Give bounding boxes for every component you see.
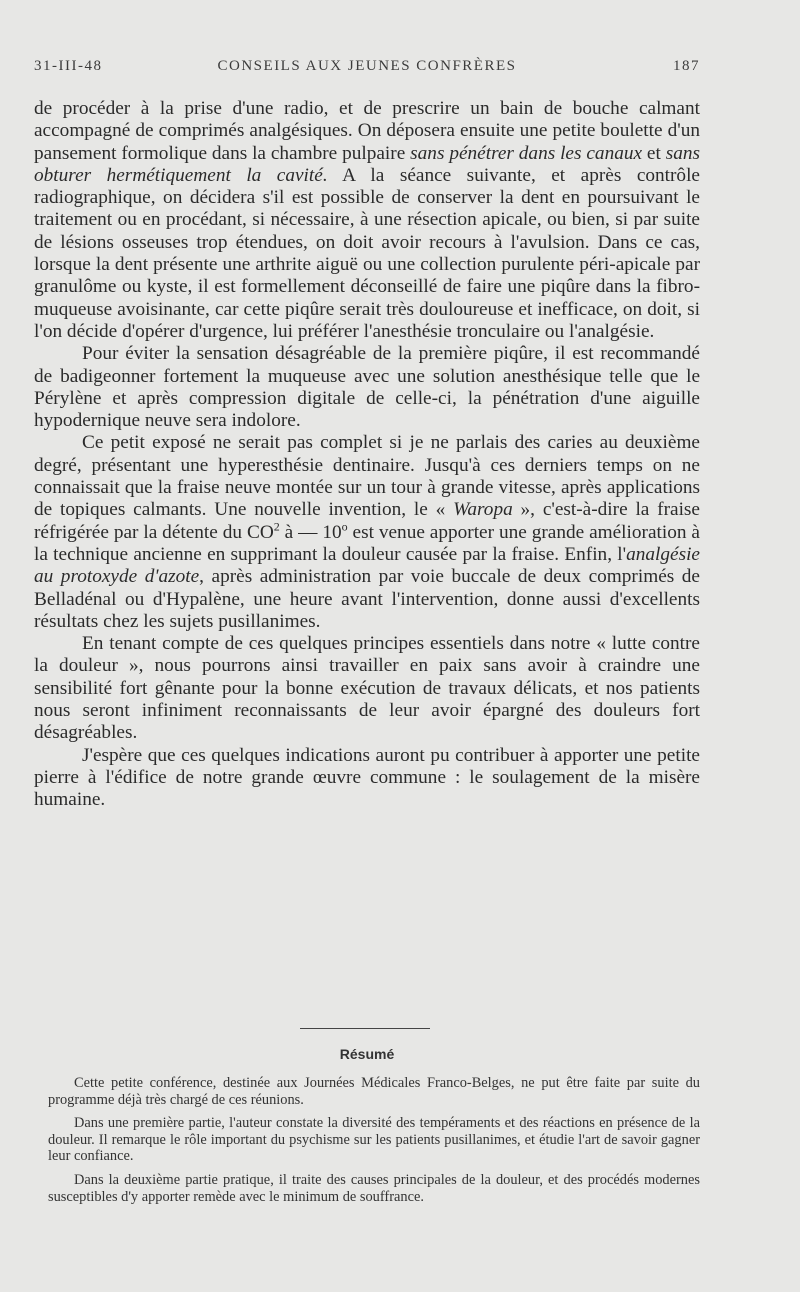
resume-paragraph-1: Cette petite conférence, destinée aux Journées Médicales Franco-Belges, ne put être faite par suite du programme déjà très chargé de ces réunions. [48,1075,700,1108]
p1-text-a: de procéder à la prise d'une radio, et de prescrire un bain de bouche calmant accompagné de comprimés analgésiques. On déposera ensuite une petite boulette d'un pansement formolique dans la chambre pulpaire [34,98,700,164]
paragraph-3 [34,432,700,633]
paragraph-4: En tenant compte de ces quelques principes essentiels dans notre « lutte contre la douleur », nous pourrons ainsi travailler en paix sans avoir à craindre une sensibilité fort gênante pour la bonne exécution de travaux délicats, et nos patients nous seront infiniment reconnaissants de leur avoir épargné des douleurs fort désagréables. [34,633,700,744]
p1-italic-d: sans obturer hermétiquement la cavité. [34,142,700,186]
resume-paragraph-3: Dans la deuxième partie pratique, il traite des causes principales de la douleur, et des procédés modernes susceptibles d'y apporter remède avec le minimum de souffrance. [48,1171,700,1205]
p3-text-c: », c'est-à-dire la fraise réfrigérée par la détente du CO [34,499,700,543]
p3-text-d: à — 10 [279,521,342,543]
header-running-title: CONSEILS AUX JEUNES CONFRÈRES [217,58,517,74]
section-divider [300,1028,430,1029]
main-text [34,98,700,812]
p3-sup-1: 2 [273,519,280,534]
p3-italic-b: Waropa [453,499,513,521]
p3-text-a: Ce petit exposé ne serait pas complet si je ne parlais des caries au deuxième degré, présentant une hyperesthésie dentinaire. Jusqu'à ces derniers temps on ne connaissait que la fraise neuve montée sur un tour à grande vitesse, après applications de topiques calmants. Une nouvelle invention, le « [34,432,700,521]
p1-text-e: A la séance suivante, et après contrôle radiographique, on décidera s'il est possible de conserver la dent en poursuivant le traitement ou en procédant, si nécessaire, à une résection apicale, ou bien, si par suite de lésions osseuses trop étendues, on doit avoir recours à l'avulsion. Dans ce cas, lorsque la dent présente une arthrite aiguë ou une collection purulente péri-apicale par granulôme ou kyste, il est formellement déconseillé de faire une piqûre dans la fibro-muqueuse avoisinante, car cette piqûre serait très douloureuse et inefficace, on doit, si l'on décide d'opérer d'urgence, lui préférer l'anesthésie tronculaire ou l'analgésie. [34,164,700,342]
paragraph-2: Pour éviter la sensation désagréable de la première piqûre, il est recommandé de badigeonner fortement la muqueuse avec une solution anesthésique telle que le Pérylène et après compression digitale de celle-ci, la pénétration d'une aiguille hypodernique neuve sera indolore. [34,343,700,432]
p3-text-g: , après administration par voie buccale de deux comprimés de Belladénal ou d'Hypalène, une heure avant l'intervention, donne aussi d'excellents résultats chez les sujets pusillanimes. [34,566,700,632]
paragraph-5: J'espère que ces quelques indications auront pu contribuer à apporter une petite pierre à l'édifice de notre grande œuvre commune : le soulagement de la misère humaine. [34,744,700,811]
p1-text-c: et [642,142,666,164]
header-date: 31-III-48 [34,58,103,74]
resume-title: Résumé [339,1046,395,1062]
p3-sup-2: o [341,519,348,534]
page-number: 187 [673,58,700,74]
paragraph-1 [34,98,700,343]
running-header [34,58,700,82]
resume-section [48,1075,700,1212]
p1-italic-b: sans pénétrer dans les canaux [410,142,643,164]
p3-text-e: est venue apporter une grande amélioration à la technique ancienne en supprimant la douleur causée par la fraise. Enfin, l' [34,521,700,565]
p3-italic-f: analgésie au protoxyde d'azote [34,543,700,588]
resume-paragraph-2: Dans une première partie, l'auteur constate la diversité des tempéraments et des réactions en présence de la douleur. Il remarque le rôle important du psychisme sur les patients pusillanimes, et étudie l'art de savoir gagner leur confiance. [48,1115,700,1165]
